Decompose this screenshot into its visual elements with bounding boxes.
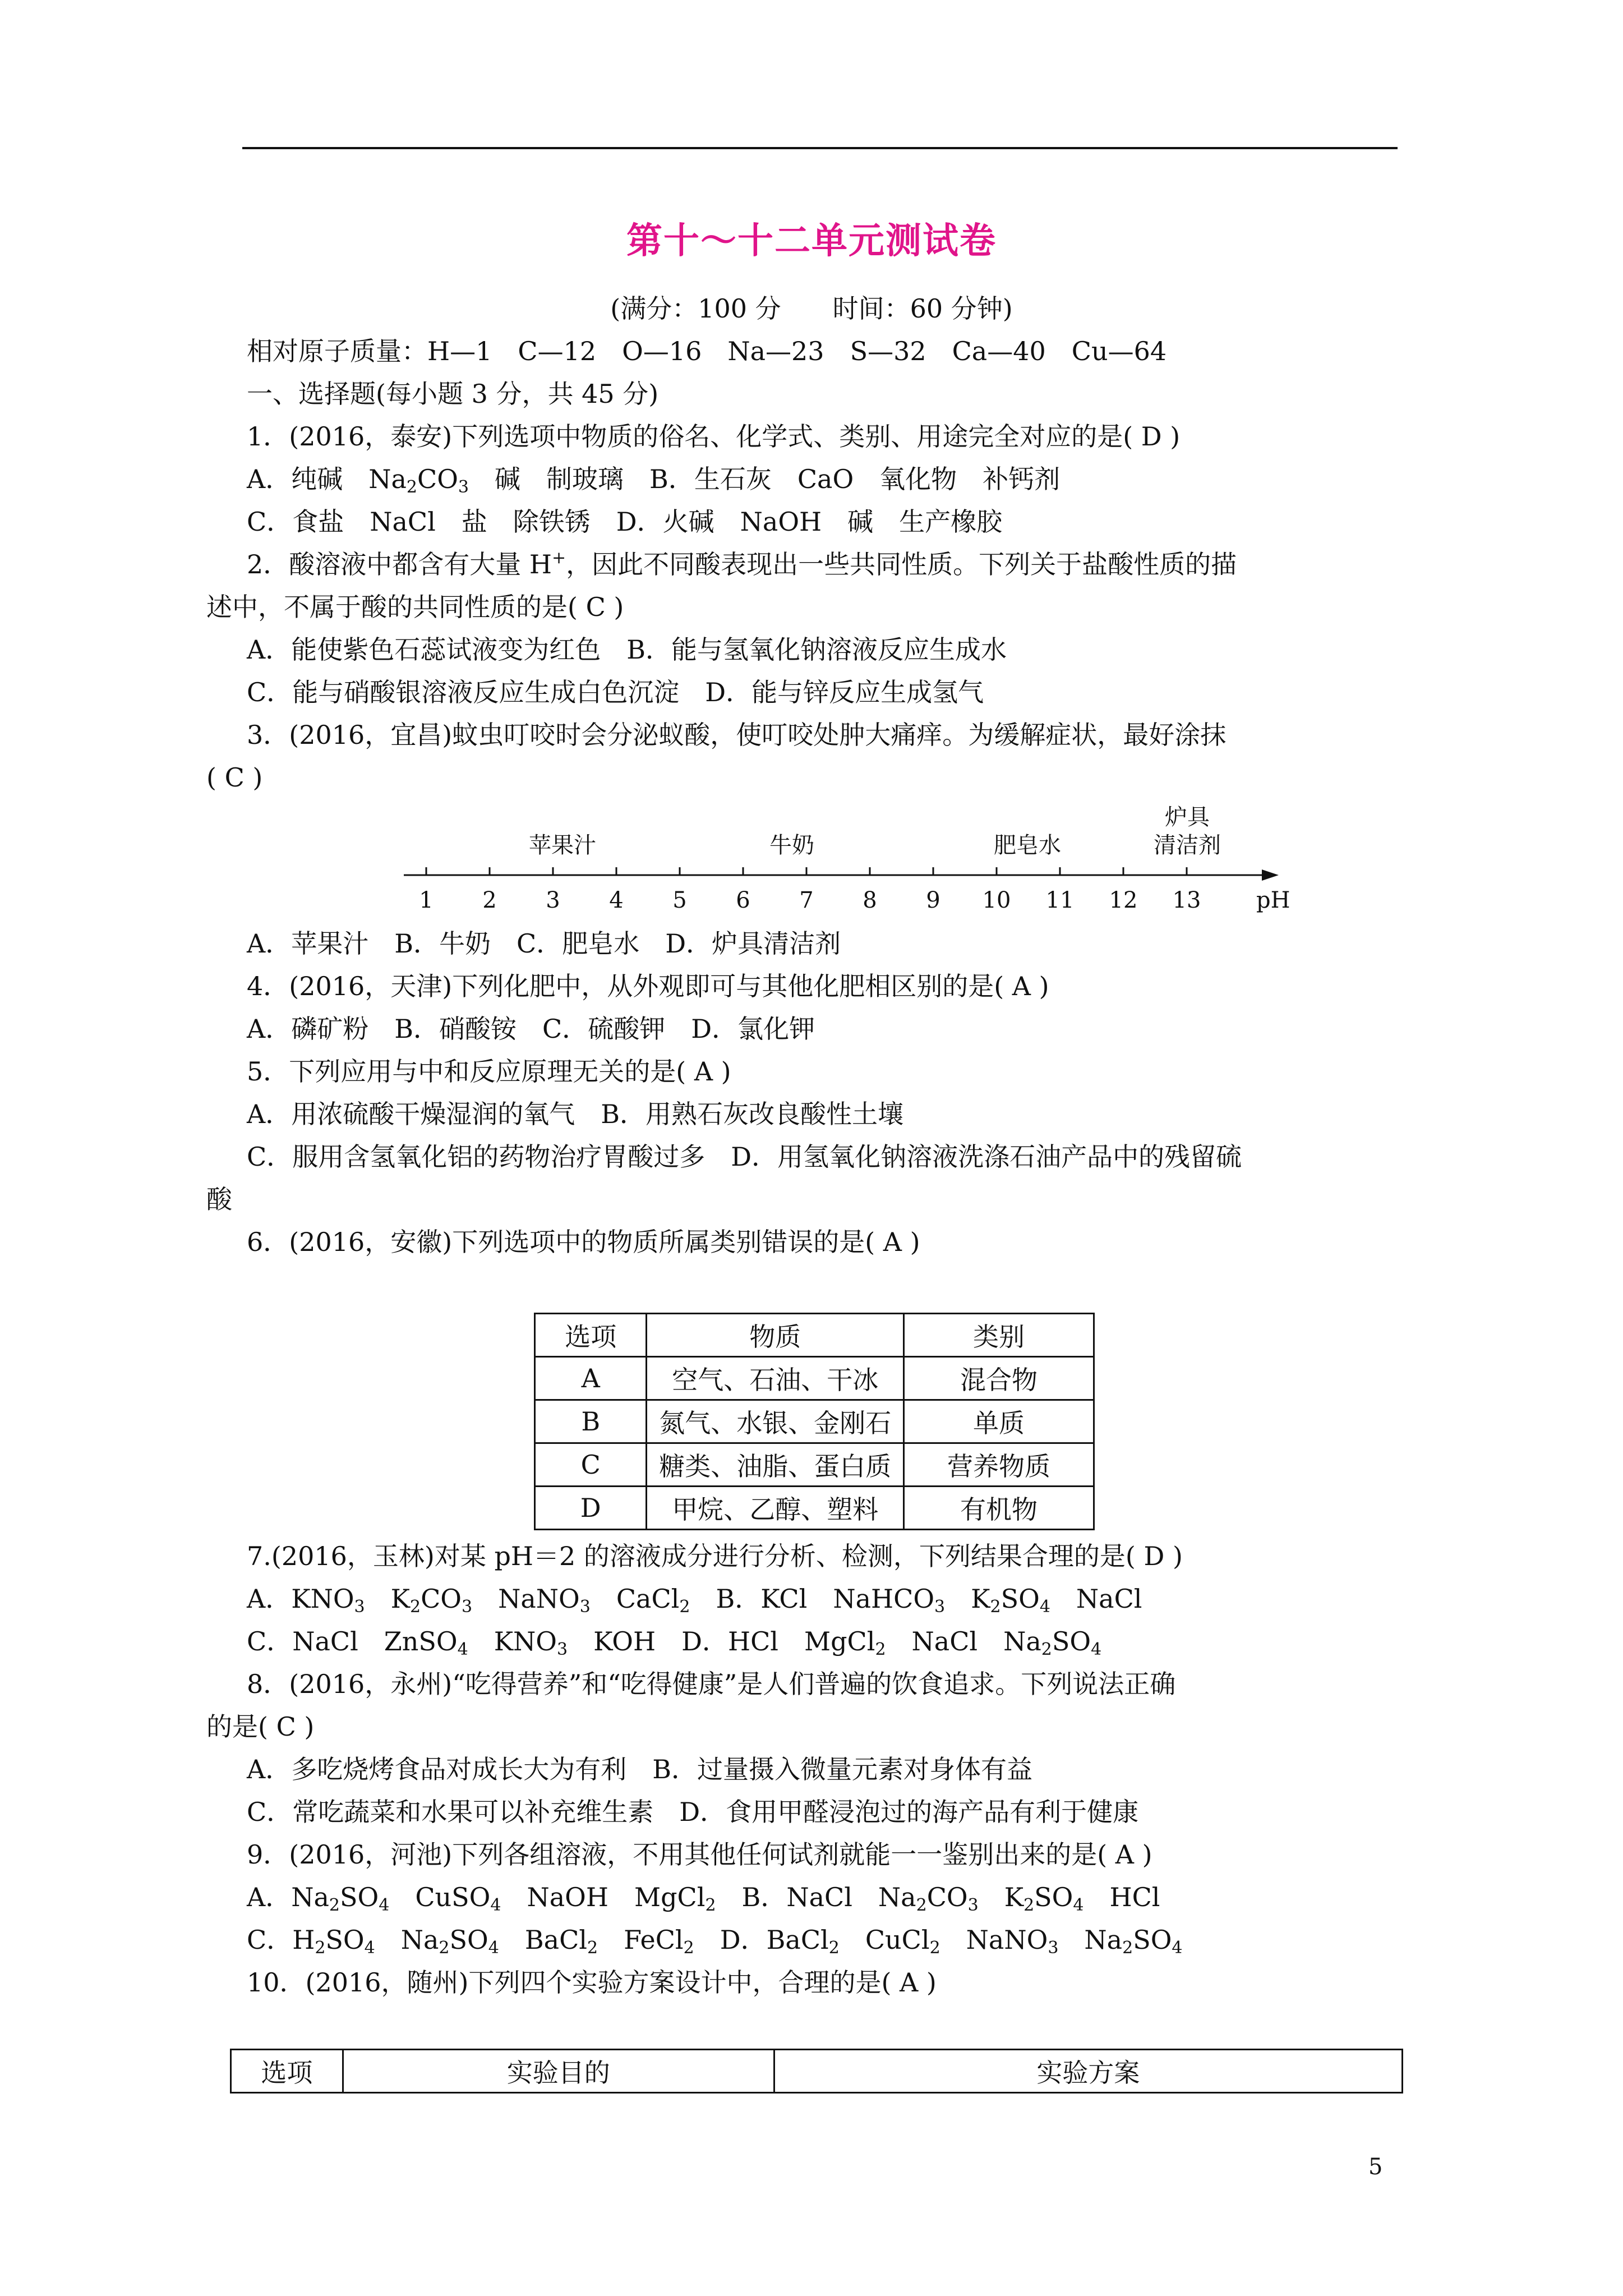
- label-soap-water: 肥皂水: [994, 832, 1061, 858]
- question-8-stem: 8．(2016，永州)“吃得营养”和“吃得健康”是人们普遍的饮食追求。下列说法正确: [247, 1669, 1176, 1699]
- question-9-options-ab: A．$Na_2SO_4$ CuSO$_4$ NaOH MgCl$_2$ B．NaCl $Na_2CO_3$ $K_2SO_4$ HCl: [247, 1882, 1160, 1915]
- question-8-options-cd: C．常吃蔬菜和水果可以补充维生素 D．食用甲醛浸泡过的海产品有利于健康: [247, 1797, 1139, 1827]
- table-cell: A: [535, 1357, 647, 1400]
- question-8-stem-cont: 的是( C ): [206, 1711, 315, 1742]
- table-header-cell: 选项: [231, 2050, 343, 2093]
- exam-info: (满分：100 分 时间：60 分钟): [610, 293, 1013, 324]
- question-2-options-ab: A．能使紫色石蕊试液变为红色 B．能与氢氧化钠溶液反应生成水: [247, 634, 1007, 665]
- header-rule: [242, 147, 1398, 149]
- label-milk: 牛奶: [769, 832, 814, 858]
- section-heading: 一、选择题(每小题 3 分，共 45 分): [247, 379, 659, 409]
- ph-unit-label: pH: [1256, 887, 1290, 913]
- ph-tick-label: 6: [736, 887, 750, 913]
- table-cell: 糖类、油脂、蛋白质: [647, 1443, 904, 1487]
- table-row: [535, 1487, 1094, 1530]
- label-cleaner-line2: 清洁剂: [1154, 832, 1221, 858]
- page-number: 5: [1368, 2154, 1383, 2180]
- question-2-stem-cont: 述中，不属于酸的共同性质的是( C ): [206, 592, 624, 622]
- table-header-cell: 实验目的: [343, 2050, 774, 2093]
- ph-tick-label: 4: [609, 887, 624, 913]
- table-cell: 甲烷、乙醇、塑料: [647, 1487, 904, 1530]
- table-cell: 营养物质: [904, 1443, 1094, 1487]
- ph-tick-label: 13: [1172, 887, 1201, 913]
- ph-axis-arrow: [1262, 869, 1279, 881]
- table-cell: 单质: [904, 1400, 1094, 1443]
- question-4-options: A．磷矿粉 B．硝酸铵 C．硫酸钾 D．氯化钾: [247, 1014, 815, 1044]
- ph-scale-figure: [404, 802, 1290, 926]
- table-row: [535, 1357, 1094, 1400]
- table-cell: C: [535, 1443, 647, 1487]
- table-header-cell: 类别: [904, 1314, 1094, 1357]
- table-header-row: [535, 1314, 1094, 1357]
- table-cell: B: [535, 1400, 647, 1443]
- table-cell: 混合物: [904, 1357, 1094, 1400]
- ph-tick-label: 12: [1109, 887, 1138, 913]
- question-5-stem: 5．下列应用与中和反应原理无关的是( A ): [247, 1056, 731, 1087]
- question-1-stem: 1．(2016，泰安)下列选项中物质的俗名、化学式、类别、用途完全对应的是( D ): [247, 421, 1181, 452]
- table-row: [535, 1400, 1094, 1443]
- question-2-stem: 2．酸溶液中都含有大量 H+，因此不同酸表现出一些共同性质。下列关于盐酸性质的描: [247, 548, 1237, 579]
- table-row: [535, 1443, 1094, 1487]
- ph-tick-label: 8: [863, 887, 877, 913]
- question-7-options-cd: C．NaCl ZnSO$_4$ $KNO_3$ KOH D．HCl MgCl$_2$ NaCl $Na_2SO_4$: [247, 1626, 1102, 1659]
- table-header-cell: 物质: [647, 1314, 904, 1357]
- table-header-row: [231, 2050, 1403, 2093]
- table-header-cell: 实验方案: [774, 2050, 1402, 2093]
- question-7-options-ab: A．$KNO_3$ $K_2CO_3$ NaNO$_3$ CaCl$_2$ B．KCl NaHCO$_3$ $K_2SO_4$ NaCl: [247, 1584, 1142, 1617]
- ph-tick-label: 5: [672, 887, 687, 913]
- question-9-stem: 9．(2016，河池)下列各组溶液，不用其他任何试剂就能一一鉴别出来的是( A ): [247, 1839, 1152, 1870]
- ph-tick-label: 9: [926, 887, 940, 913]
- question-3-stem: 3．(2016，宜昌)蚊虫叮咬时会分泌蚁酸，使叮咬处肿大痛痒。为缓解症状，最好涂抹: [247, 720, 1227, 750]
- label-apple-juice: 苹果汁: [529, 832, 596, 858]
- question-9-options-cd: C．$H_2SO_4$ $Na_2SO_4$ BaCl$_2$ FeCl$_2$ D．BaCl$_2$ CuCl$_2$ NaNO$_3$ $Na_2SO_4$: [247, 1925, 1183, 1958]
- question-2-options-cd: C．能与硝酸银溶液反应生成白色沉淀 D．能与锌反应生成氢气: [247, 677, 984, 707]
- question-6-table: [534, 1313, 1095, 1530]
- question-3-stem-cont: ( C ): [206, 762, 263, 793]
- ph-tick-label: 10: [982, 887, 1011, 913]
- table-cell: 有机物: [904, 1487, 1094, 1530]
- question-7-stem: 7.(2016，玉林)对某 pH＝2 的溶液成分进行分析、检测，下列结果合理的是( D ): [247, 1541, 1183, 1571]
- ph-tick-label: 7: [799, 887, 814, 913]
- question-3-options: A．苹果汁 B．牛奶 C．肥皂水 D．炉具清洁剂: [247, 928, 841, 959]
- question-1-options-ab: A．纯碱 $Na_2CO_3$ 碱 制玻璃 B．生石灰 CaO 氧化物 补钙剂: [247, 464, 1061, 497]
- label-cleaner-line1: 炉具: [1165, 804, 1210, 830]
- question-10-stem: 10．(2016，随州)下列四个实验方案设计中，合理的是( A ): [247, 1967, 937, 1998]
- table-header-cell: 选项: [535, 1314, 647, 1357]
- ph-tick-label: 2: [482, 887, 497, 913]
- atomic-masses: 相对原子质量：H—1 C—12 O—16 Na—23 S—32 Ca—40 Cu—64: [247, 336, 1167, 366]
- ph-tick-label: 11: [1045, 887, 1075, 913]
- table-cell: 空气、石油、干冰: [647, 1357, 904, 1400]
- table-cell: 氮气、水银、金刚石: [647, 1400, 904, 1443]
- page-title: 第十～十二单元测试卷: [626, 220, 997, 262]
- question-10-table: [230, 2049, 1403, 2093]
- question-8-options-ab: A．多吃烧烤食品对成长大为有利 B．过量摄入微量元素对身体有益: [247, 1754, 1033, 1784]
- question-5-options-cd: C．服用含氢氧化铝的药物治疗胃酸过多 D．用氢氧化钠溶液洗涤石油产品中的残留硫: [247, 1142, 1242, 1172]
- question-5-options-cd-cont: 酸: [206, 1184, 232, 1214]
- question-1-options-cd: C．食盐 NaCl 盐 除铁锈 D．火碱 NaOH 碱 生产橡胶: [247, 507, 1003, 537]
- question-4-stem: 4．(2016，天津)下列化肥中，从外观即可与其他化肥相区别的是( A ): [247, 971, 1049, 1001]
- question-5-options-ab: A．用浓硫酸干燥湿润的氧气 B．用熟石灰改良酸性土壤: [247, 1099, 904, 1129]
- ph-tick-label: 3: [546, 887, 560, 913]
- question-6-stem: 6．(2016，安徽)下列选项中的物质所属类别错误的是( A ): [247, 1227, 920, 1257]
- ph-tick-label: 1: [419, 887, 434, 913]
- table-cell: D: [535, 1487, 647, 1530]
